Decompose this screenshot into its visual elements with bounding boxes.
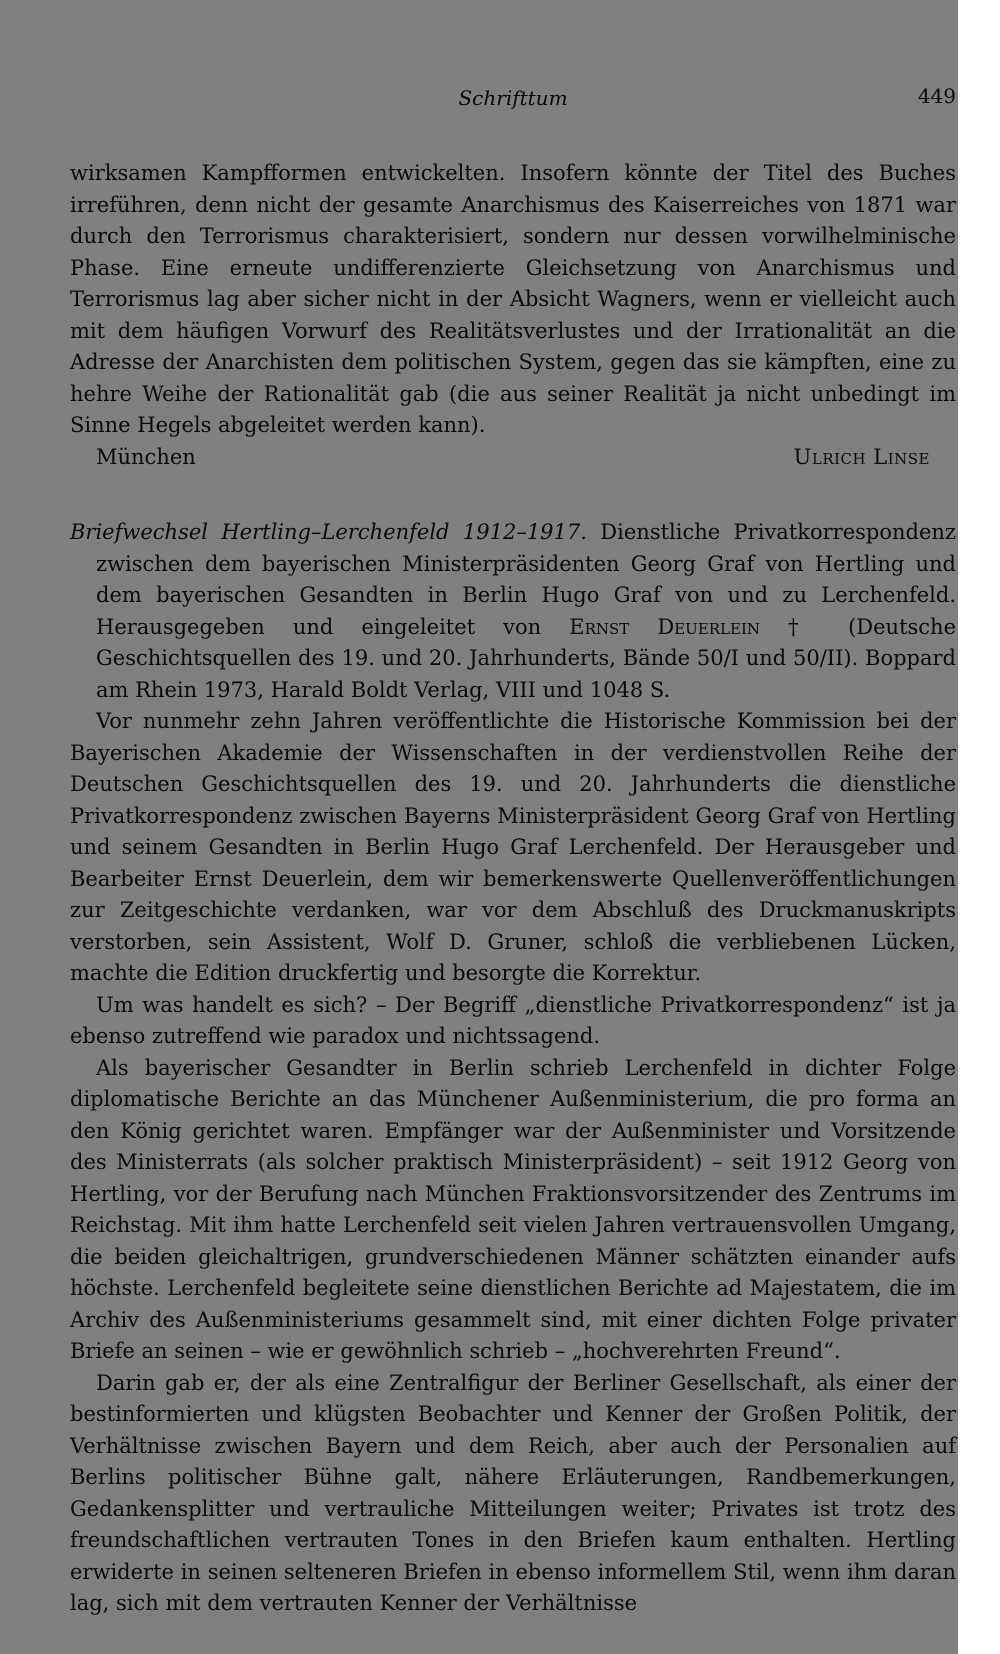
page-number: 449 [917,84,956,108]
book-editor: Ernst Deuerlein [569,614,761,639]
body-text [70,158,956,1620]
scan-margin [958,0,1000,1654]
review-paragraph-4: Darin gab er, der als eine Zentralfigur der Berliner Gesellschaft, als einer der bestinformierten und klügsten Beobachter und Kenner der Großen Politik, der Verhältnisse zwischen Bayern und dem Reich, aber auch der Personalien auf Berlins politischer Bühne galt, nähere Erläuterungen, Randbemerkungen, Gedankensplitter und vertrauliche Mitteilungen weiter; Privates ist trotz des freundschaftlichen vertrauten Tones in den Briefen kaum enthalten. Hertling erwiderte in seinen selteneren Briefen in ebenso informellem Stil, wenn ihm daran lag, sich mit dem vertrauten Kenner der Verhältnisse [70,1370,956,1615]
signature-author: Ulrich Linse [793,444,930,469]
review-paragraph-2: Um was handelt es sich? – Der Begriff „dienstliche Privatkorrespondenz“ ist ja ebenso zutreffend wie paradox und nichtssagend. [70,992,956,1048]
running-title: Schrifttum [458,86,568,110]
review-paragraph-3: Als bayerischer Gesandter in Berlin schrieb Lerchenfeld in dichter Folge diplomatische Berichte an das Münchener Außenministerium, die pro forma an den König gerichtet waren. Empfänger war der Außenminister und Vorsitzende des Ministerrats (als solcher praktisch Ministerpräsident) – seit 1912 Georg von Hertling, vor der Berufung nach München Fraktionsvorsitzender des Zentrums im Reichstag. Mit ihm hatte Lerchenfeld seit vielen Jahren vertrauensvollen Umgang, die beiden gleichaltrigen, grundverschiedenen Männer schätzten einander aufs höchste. Lerchenfeld begleitete seine dienstlichen Berichte ad Majestatem, die im Archiv des Außenministeriums gesammelt sind, mit einer dichten Folge privater Briefe an seinen – wie er gewöhnlich schrieb – „hochverehrten Freund“. [70,1055,956,1363]
book-description-part-1: Dienstliche Privatkorrespondenz zwischen dem bayerischen Ministerpräsidenten Georg Graf von Hertling und dem bayerischen Gesandten in Berlin Hugo Graf von und zu Lerchenfeld. Herausgegeben und eingeleitet von [96,520,956,639]
running-header [70,82,956,122]
continued-paragraph: wirksamen Kampfformen entwickelten. Insofern könnte der Titel des Buches irreführen, denn nicht der gesamte Anarchismus des Kaiserreiches von 1871 war durch den Terrorismus charakterisiert, sondern nur dessen vorwilhelminische Phase. Eine erneute undifferenzierte Gleichsetzung von Anarchismus und Terrorismus lag aber sicher nicht in der Absicht Wagners, wenn er vielleicht auch mit dem häufigen Vorwurf des Realitätsverlustes und der Irrationalität an die Adresse der Anarchisten dem politischen System, gegen das sie kämpften, eine zu hehre Weihe der Rationalität gab (die aus seiner Realität ja nicht unbedingt im Sinne Hegels abgeleitet werden kann). [70,161,956,437]
signature-place: München [96,444,196,469]
review-signature [70,442,956,474]
page-content [70,82,956,1620]
review-paragraph-1: Vor nunmehr zehn Jahren veröffentlichte die Historische Kommission bei der Bayerischen Akademie der Wissenschaften in der verdienstvollen Reihe der Deutschen Geschichtsquellen des 19. und 20. Jahrhunderts die dienstliche Privatkorrespondenz zwischen Bayerns Ministerpräsident Georg Graf von Hertling und seinem Gesandten in Berlin Hugo Graf Lerchenfeld. Der Herausgeber und Bearbeiter Ernst Deuerlein, dem wir bemerkenswerte Quellenveröffentlichungen zur Zeitgeschichte verdanken, war vor dem Abschluß des Druckmanuskripts verstorben, sein Assistent, Wolf D. Gruner, schloß die verbliebenen Lücken, machte die Edition druckfertig und besorgte die Korrektur. [70,709,956,985]
book-title: Briefwechsel Hertling–Lerchenfeld 1912–1917. [70,520,587,544]
book-description-part-2: † (Deutsche Geschichtsquellen des 19. und 20. Jahrhunderts, Bände 50/I und 50/II). Boppard am Rhein 1973, Harald Boldt Verlag, VIII und 1048 S. [96,614,957,702]
review-bibliographic-entry [70,517,956,706]
